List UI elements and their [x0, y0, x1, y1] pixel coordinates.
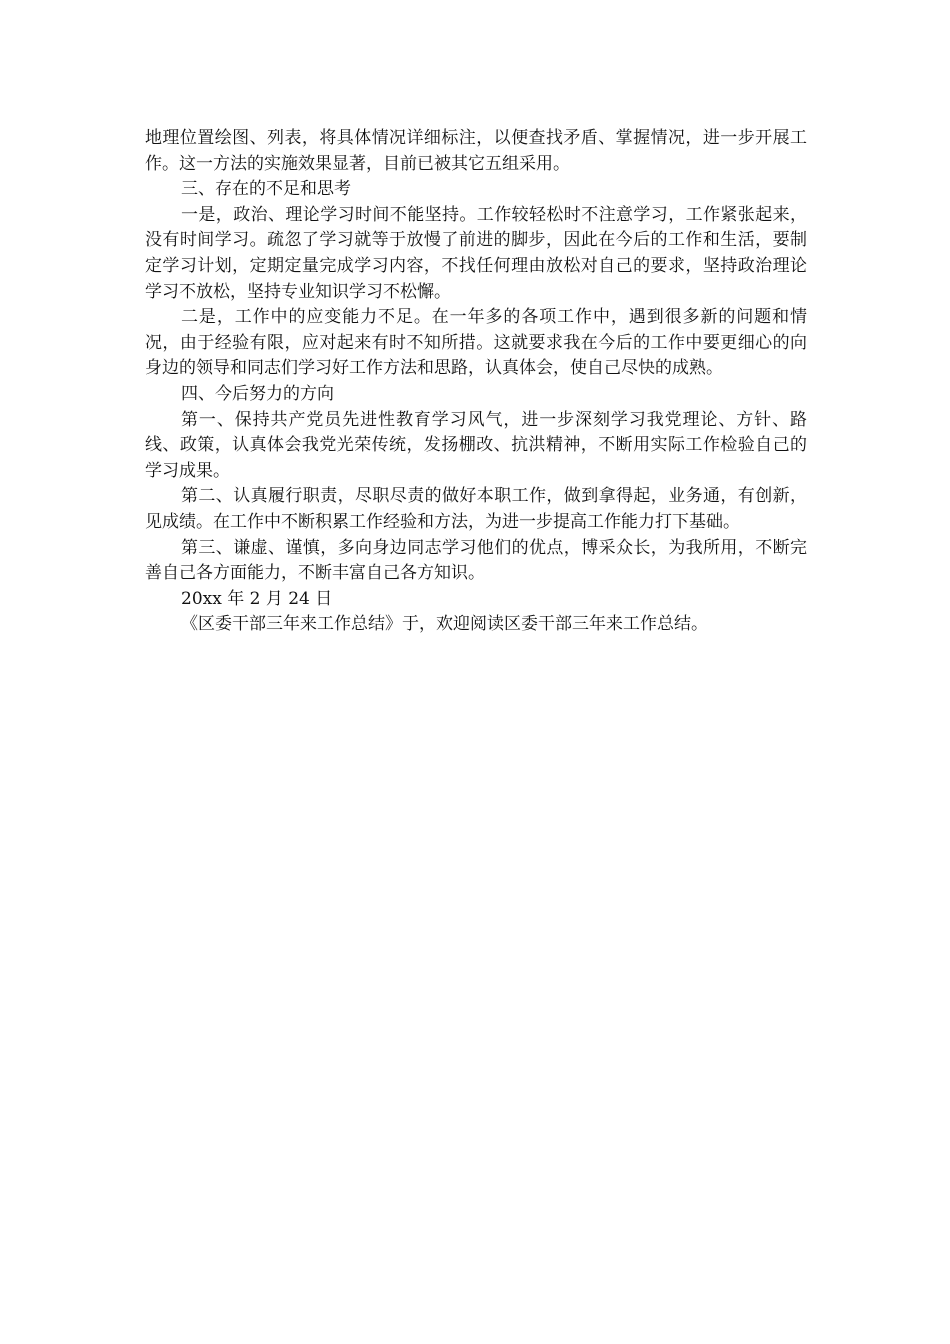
- section-heading-shortcomings: 三、存在的不足和思考: [181, 179, 351, 200]
- paragraph-second-shortcoming: 二是，工作中的应变能力不足。在一年多的各项工作中，遇到很多新的问题和情况，由于经验有限，应对起来有时不知所措。这就要求我在今后的工作中要更细心的向身边的领导和同志们学习好工作方法和思路，认真体会，使自己尽快的成熟。: [145, 307, 807, 379]
- paragraph-first-shortcoming: 一是，政治、理论学习时间不能坚持。工作较轻松时不注意学习，工作紧张起来，没有时间学习。疏忽了学习就等于放慢了前进的脚步，因此在今后的工作和生活，要制定学习计划，定期定量完成学习内容，不找任何理由放松对自己的要求，坚持政治理论学习不放松，坚持专业知识学习不松懈。: [145, 204, 807, 302]
- paragraph-second-direction: 第二、认真履行职责，尽职尽责的做好本职工作，做到拿得起，业务通，有创新，见成绩。在工作中不断积累工作经验和方法，为进一步提高工作能力打下基础。: [145, 486, 807, 532]
- document-body: [145, 126, 807, 638]
- paragraph-third-direction: 第三、谦虚、谨慎，多向身边同志学习他们的优点，博采众长，为我所用，不断完善自己各方面能力，不断丰富自己各方知识。: [145, 537, 807, 584]
- paragraph-first-direction: 第一、保持共产党员先进性教育学习风气，进一步深刻学习我党理论、方针、路线、政策，认真体会我党光荣传统，发扬棚改、抗洪精神，不断用实际工作检验自己的学习成果。: [145, 409, 807, 481]
- paragraph-continuation: 地理位置绘图、列表，将具体情况详细标注，以便查找矛盾、掌握情况，进一步开展工作。这一方法的实施效果显著，目前已被其它五组采用。: [145, 128, 807, 174]
- section-heading-future-direction: 四、今后努力的方向: [181, 383, 334, 404]
- document-footer-note: 《区委干部三年来工作总结》于，欢迎阅读区委干部三年来工作总结。: [181, 614, 708, 635]
- document-date: 20xx 年 2 月 24 日: [181, 588, 333, 609]
